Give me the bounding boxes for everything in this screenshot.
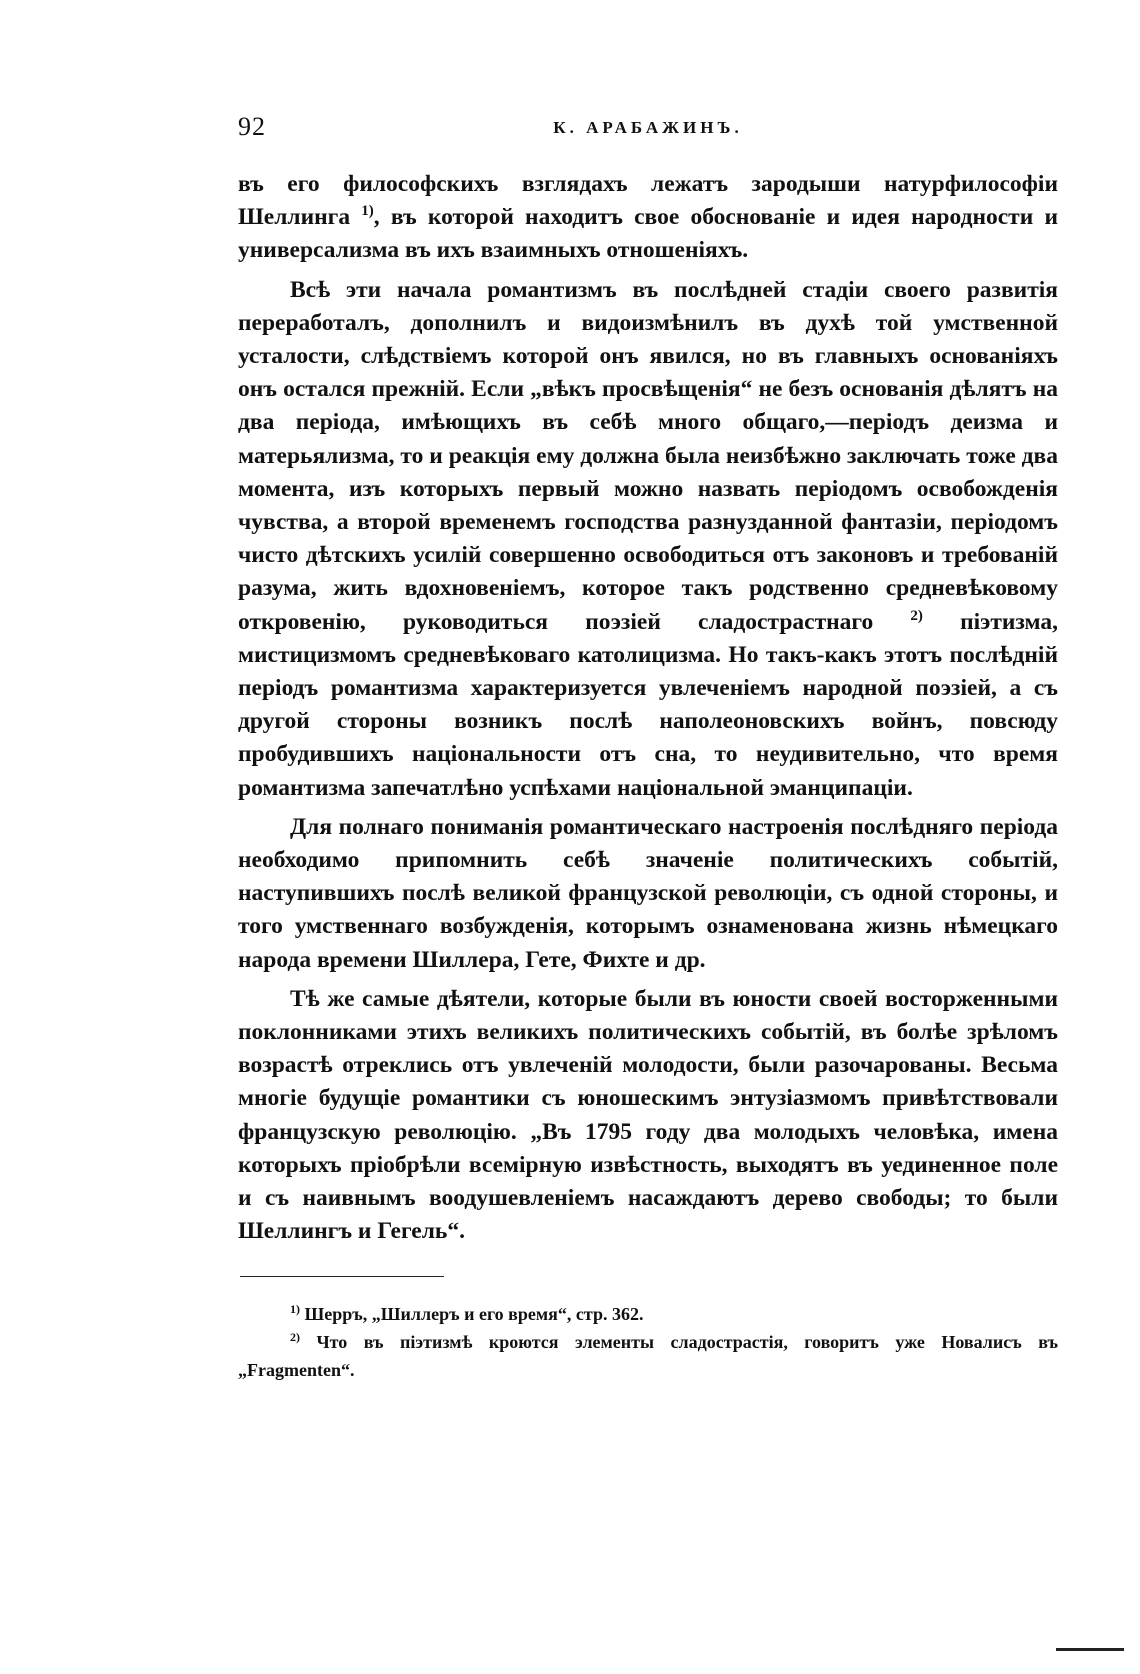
footnote-divider — [240, 1276, 444, 1277]
paragraph-2-part-2: піэтизма, мистицизмомъ средневѣковаго католицизма. Но такъ-какъ этотъ послѣдній періодъ романтизма характеризуется увлеченіемъ народной поэзіей, а съ другой стороны возникъ послѣ наполеоновскихъ войнъ, повсюду пробудившихъ національности отъ сна, то неудивительно, что время романтизма запечатлѣно успѣхами національной эманципаціи. — [238, 608, 1058, 801]
running-title: К. АРАБАЖИНЪ. — [553, 118, 743, 137]
scan-edge-mark — [1056, 1648, 1124, 1651]
footnote-1 — [238, 1300, 1058, 1328]
paragraph-2 — [238, 274, 1058, 805]
footnote-1-text: Шерръ, „Шиллеръ и его время“, стр. 362. — [300, 1304, 644, 1324]
running-head — [238, 112, 1058, 148]
page-number: 92 — [238, 112, 266, 141]
footnotes — [238, 1300, 1058, 1384]
main-text — [238, 168, 1058, 1249]
footnote-2 — [238, 1328, 1058, 1384]
footnote-ref-2: 2) — [910, 607, 923, 624]
paragraph-2-part-1: Всѣ эти начала романтизмъ въ послѣдней стадіи своего развитія переработалъ, дополнилъ и видоизмѣнилъ въ духѣ той умственной усталости, слѣдствіемъ которой онъ явился, но въ главныхъ основаніяхъ онъ остался прежній. Если „вѣкъ просвѣщенія“ не безъ основанія дѣлятъ на два періода, имѣющихъ въ себѣ много общаго,—періодъ деизма и матерьялизма, то и реакція ему должна была неизбѣжно заключать тоже два момента, изъ которыхъ первый можно назвать періодомъ освобожденія чувства, а второй временемъ господства разнузданной фантазіи, періодомъ чисто дѣтскихъ усилій совершенно освободиться отъ законовъ и требованій разума, жить вдохновеніемъ, которое такъ родственно средневѣковому откровенію, руководиться поэзіей сладострастнаго — [238, 276, 1058, 635]
paragraph-1-part-2: , въ которой находитъ свое обоснованіе и идея народности и универсализма въ ихъ взаимныхъ отношеніяхъ. — [238, 204, 1058, 264]
footnote-ref-1: 1) — [361, 203, 374, 220]
paragraph-4: Тѣ же самые дѣятели, которые были въ юности своей восторженными поклонниками этихъ великихъ политическихъ событій, въ болѣе зрѣломъ возрастѣ отреклись отъ увлеченій молодости, были разочарованы. Весьма многіе будущіе романтики съ юношескимъ энтузіазмомъ привѣтствовали французскую революцію. „Въ 1795 году два молодыхъ человѣка, имена которыхъ пріобрѣли всемірную извѣстность, выходятъ въ уединенное поле и съ наивнымъ воодушевленіемъ насаждаютъ дерево свободы; то были Шеллингъ и Гегель“. — [238, 985, 1058, 1245]
paragraph-1 — [238, 168, 1058, 268]
footnote-1-marker: 1) — [290, 1302, 300, 1316]
paragraph-1-part-1: въ его философскихъ взглядахъ лежатъ зародыши натурфилософіи Шеллинга — [238, 171, 1058, 231]
footnote-2-marker: 2) — [290, 1330, 300, 1344]
paragraph-3: Для полнаго пониманія романтическаго настроенія послѣдняго періода необходимо припомнить себѣ значеніе политическихъ событій, наступившихъ послѣ великой французской революціи, съ одной стороны, и того умственнаго возбужденія, которымъ ознаменована жизнь нѣмецкаго народа времени Шиллера, Гете, Фихте и др. — [238, 813, 1058, 973]
footnote-2-text: Что въ піэтизмѣ кроются элементы сладострастія, говоритъ уже Новалисъ въ „Fragmenten“. — [238, 1332, 1058, 1380]
